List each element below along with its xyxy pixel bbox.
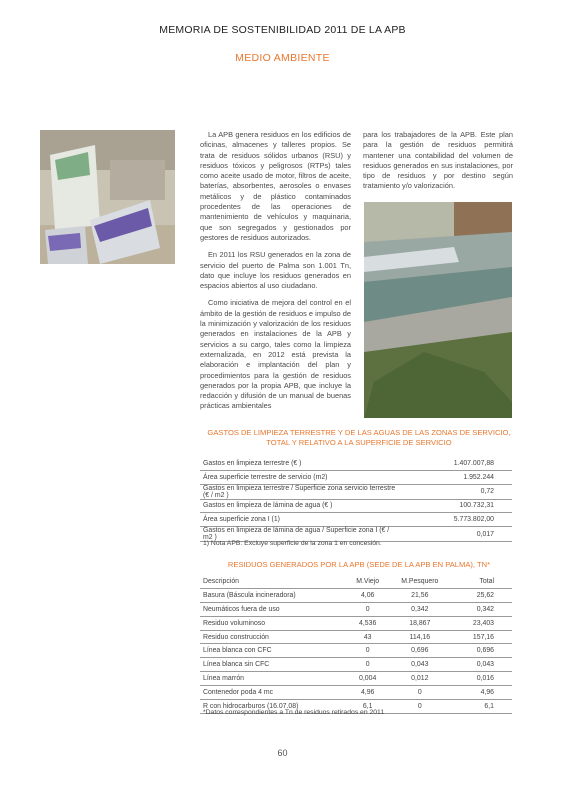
cell: 0,696 (389, 644, 451, 658)
row-label: Gastos en limpieza de lámina de agua (€ ) (200, 499, 401, 513)
row-value: 0,72 (401, 484, 512, 499)
cell: Residuo construcción (200, 630, 347, 644)
table-header-row (200, 575, 512, 588)
cell: 25,62 (451, 588, 512, 602)
cell: 4,06 (347, 588, 389, 602)
table-row (200, 588, 512, 602)
cell: 23,403 (451, 616, 512, 630)
cell: 4,96 (347, 686, 389, 700)
cell: 0,342 (389, 602, 451, 616)
document-boxes-photo (40, 130, 175, 264)
column-header: Total (451, 575, 512, 588)
cell: 0,043 (389, 658, 451, 672)
cell: 0 (389, 700, 451, 714)
cell: Basura (Báscula incineradora) (200, 588, 347, 602)
paragraph: Como iniciativa de mejora del control en el ámbito de la gestión de residuos e impulso de la minimización y valorización de los residuos generados en instalaciones de la APB y servicios a su cargo, tales como la limpieza externalizada, en 2012 está prevista la elaboración e implantación del plan y procedimientos para la gestión de residuos generados por la propia APB, que incluye la redacción y difusión de un manual de buenas prácticas ambientales (200, 298, 351, 411)
table1-note: 1) Nota APB: Excluye superficie de la zona 1 en concesión. (203, 540, 382, 547)
body-text-column-2 (363, 130, 513, 199)
paragraph: En 2011 los RSU generados en la zona de servicio del puerto de Palma son 1.001 Tn, dato que incluye los residuos generados en espacios abiertos al uso ciudadano. (200, 250, 351, 291)
row-label: Gastos en limpieza terrestre (€ ) (200, 457, 401, 470)
cell: Residuo voluminoso (200, 616, 347, 630)
cell: 0,696 (451, 644, 512, 658)
page-number: 60 (277, 748, 288, 758)
row-label: Área superficie terrestre de servicio (m2) (200, 470, 401, 484)
cell: 0,012 (389, 672, 451, 686)
paragraph: para los trabajadores de la APB. Este plan para la gestión de residuos permitirá mantener una contabilidad del volumen de residuos generados en sus instalaciones, por tipo de residuos y por destino según tratamiento y/o valorización. (363, 130, 513, 191)
column-header: M.Viejo (347, 575, 389, 588)
column-header: Descripción (200, 575, 347, 588)
cell: 157,16 (451, 630, 512, 644)
row-value: 100.732,31 (401, 499, 512, 513)
table1-title: GASTOS DE LIMPIEZA TERRESTRE Y DE LAS AGUAS DE LAS ZONAS DE SERVICIO, TOTAL Y RELATIVO A LA SUPERFICIE DE SERVICIO (207, 428, 511, 447)
cell: 0,043 (451, 658, 512, 672)
paragraph: La APB genera residuos en los edificios de oficinas, almacenes y talleres propios. Se trata de residuos sólidos urbanos (RSU) y residuos tóxicos y peligrosos (RTPs) tales como aceite usado de motor, filtros de aceite, baterías, absorbentes, aerosoles o envases metálicos y de plástico contaminados procedentes de las operaciones de mantenimiento de vehículos y maquinaria, que son segregados y gestionados por gestores de residuos autorizados. (200, 130, 351, 242)
row-label: Gastos en limpieza terrestre / Superficie zona servicio terrestre (€ / m2 ) (200, 484, 401, 499)
table-row (200, 672, 512, 686)
table-row (200, 602, 512, 616)
table-row (200, 630, 512, 644)
table2-title: RESIDUOS GENERADOS POR LA APB (SEDE DE LA APB EN PALMA), TN* (227, 560, 491, 569)
table2-note: *Datos correspondientes a Tn de residuos retirados en 2011 (203, 709, 385, 716)
table-row (200, 484, 512, 499)
column-header: M.Pesquero (389, 575, 451, 588)
cell: Neumáticos fuera de uso (200, 602, 347, 616)
cell: Línea blanca sin CFC (200, 658, 347, 672)
cell: 0 (347, 602, 389, 616)
cell: Línea marrón (200, 672, 347, 686)
cleaning-costs-table (200, 457, 512, 542)
cell: 4,96 (451, 686, 512, 700)
cell: 0,342 (451, 602, 512, 616)
table-row (200, 499, 512, 513)
table-row (200, 616, 512, 630)
table-row (200, 470, 512, 484)
cell: 114,16 (389, 630, 451, 644)
cell: R con hidrocarburos (16.07.08) (200, 700, 347, 714)
table-row (200, 513, 512, 527)
row-value: 1.952.244 (401, 470, 512, 484)
harbor-photo (364, 202, 512, 418)
cell: 4,536 (347, 616, 389, 630)
cell: Línea blanca con CFC (200, 644, 347, 658)
row-value: 5.773.802,00 (401, 513, 512, 527)
cell: 6,1 (347, 700, 389, 714)
cell: 21,56 (389, 588, 451, 602)
table-row (200, 457, 512, 470)
cell: 0 (347, 644, 389, 658)
row-label: Gastos en limpieza de lámina de agua / Superficie zona I (€ / m2 ) (200, 527, 401, 542)
cell: 0 (347, 658, 389, 672)
cell: 6,1 (451, 700, 512, 714)
table-row (200, 686, 512, 700)
table-row (200, 658, 512, 672)
document-title: MEMORIA DE SOSTENIBILIDAD 2011 DE LA APB (159, 24, 406, 36)
row-value: 0,017 (401, 527, 512, 542)
row-value: 1.407.007,88 (401, 457, 512, 470)
cell: 0,016 (451, 672, 512, 686)
row-label: Área superficie zona I (1) (200, 513, 401, 527)
body-text-column-1 (200, 130, 351, 419)
section-title: MEDIO AMBIENTE (235, 52, 330, 64)
cell: 18,867 (389, 616, 451, 630)
cell: 0,004 (347, 672, 389, 686)
cell: 43 (347, 630, 389, 644)
cell: Contenedor poda 4 mc (200, 686, 347, 700)
cell: 0 (389, 686, 451, 700)
waste-generated-table (200, 575, 512, 714)
table-row (200, 644, 512, 658)
